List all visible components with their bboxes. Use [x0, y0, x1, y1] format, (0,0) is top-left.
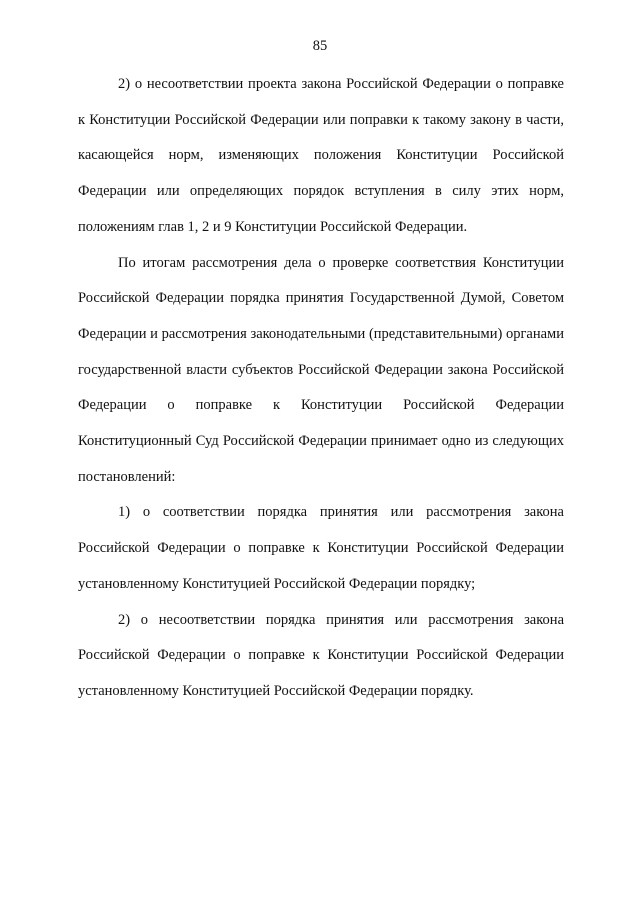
paragraph-item-2-discrepancy-draft: 2) о несоответствии проекта закона Российской Федерации о поправке к Конституции Российской Федерации или поправки к такому закону в части, касающейся норм, изменяющих положения Конституции Российской Федерации или определяющих порядок вступления в силу этих норм, положениям глав 1, 2 и 9 Конституции Российской Федерации. [78, 76, 564, 235]
paragraph-review-outcome: По итогам рассмотрения дела о проверке соответствия Конституции Российской Федерации порядка принятия Государственной Думой, Советом Федерации и рассмотрения законодательными (представительными) органами государственной власти субъектов Российской Федерации закона Российской Федерации о поправке к Конституции Российской Федерации Конституционный Суд Российской Федерации принимает одно из следующих постановлений: [78, 254, 564, 485]
page-number: 85 [312, 38, 328, 54]
paragraph-item-2-noncompliance: 2) о несоответствии порядка принятия или рассмотрения закона Российской Федерации о поправке к Конституции Российской Федерации установленному Конституцией Российской Федерации порядку. [78, 611, 564, 699]
document-body [78, 67, 564, 710]
paragraph-item-1-compliance: 1) о соответствии порядка принятия или рассмотрения закона Российской Федерации о поправке к Конституции Российской Федерации установленному Конституцией Российской Федерации порядку; [78, 504, 564, 592]
